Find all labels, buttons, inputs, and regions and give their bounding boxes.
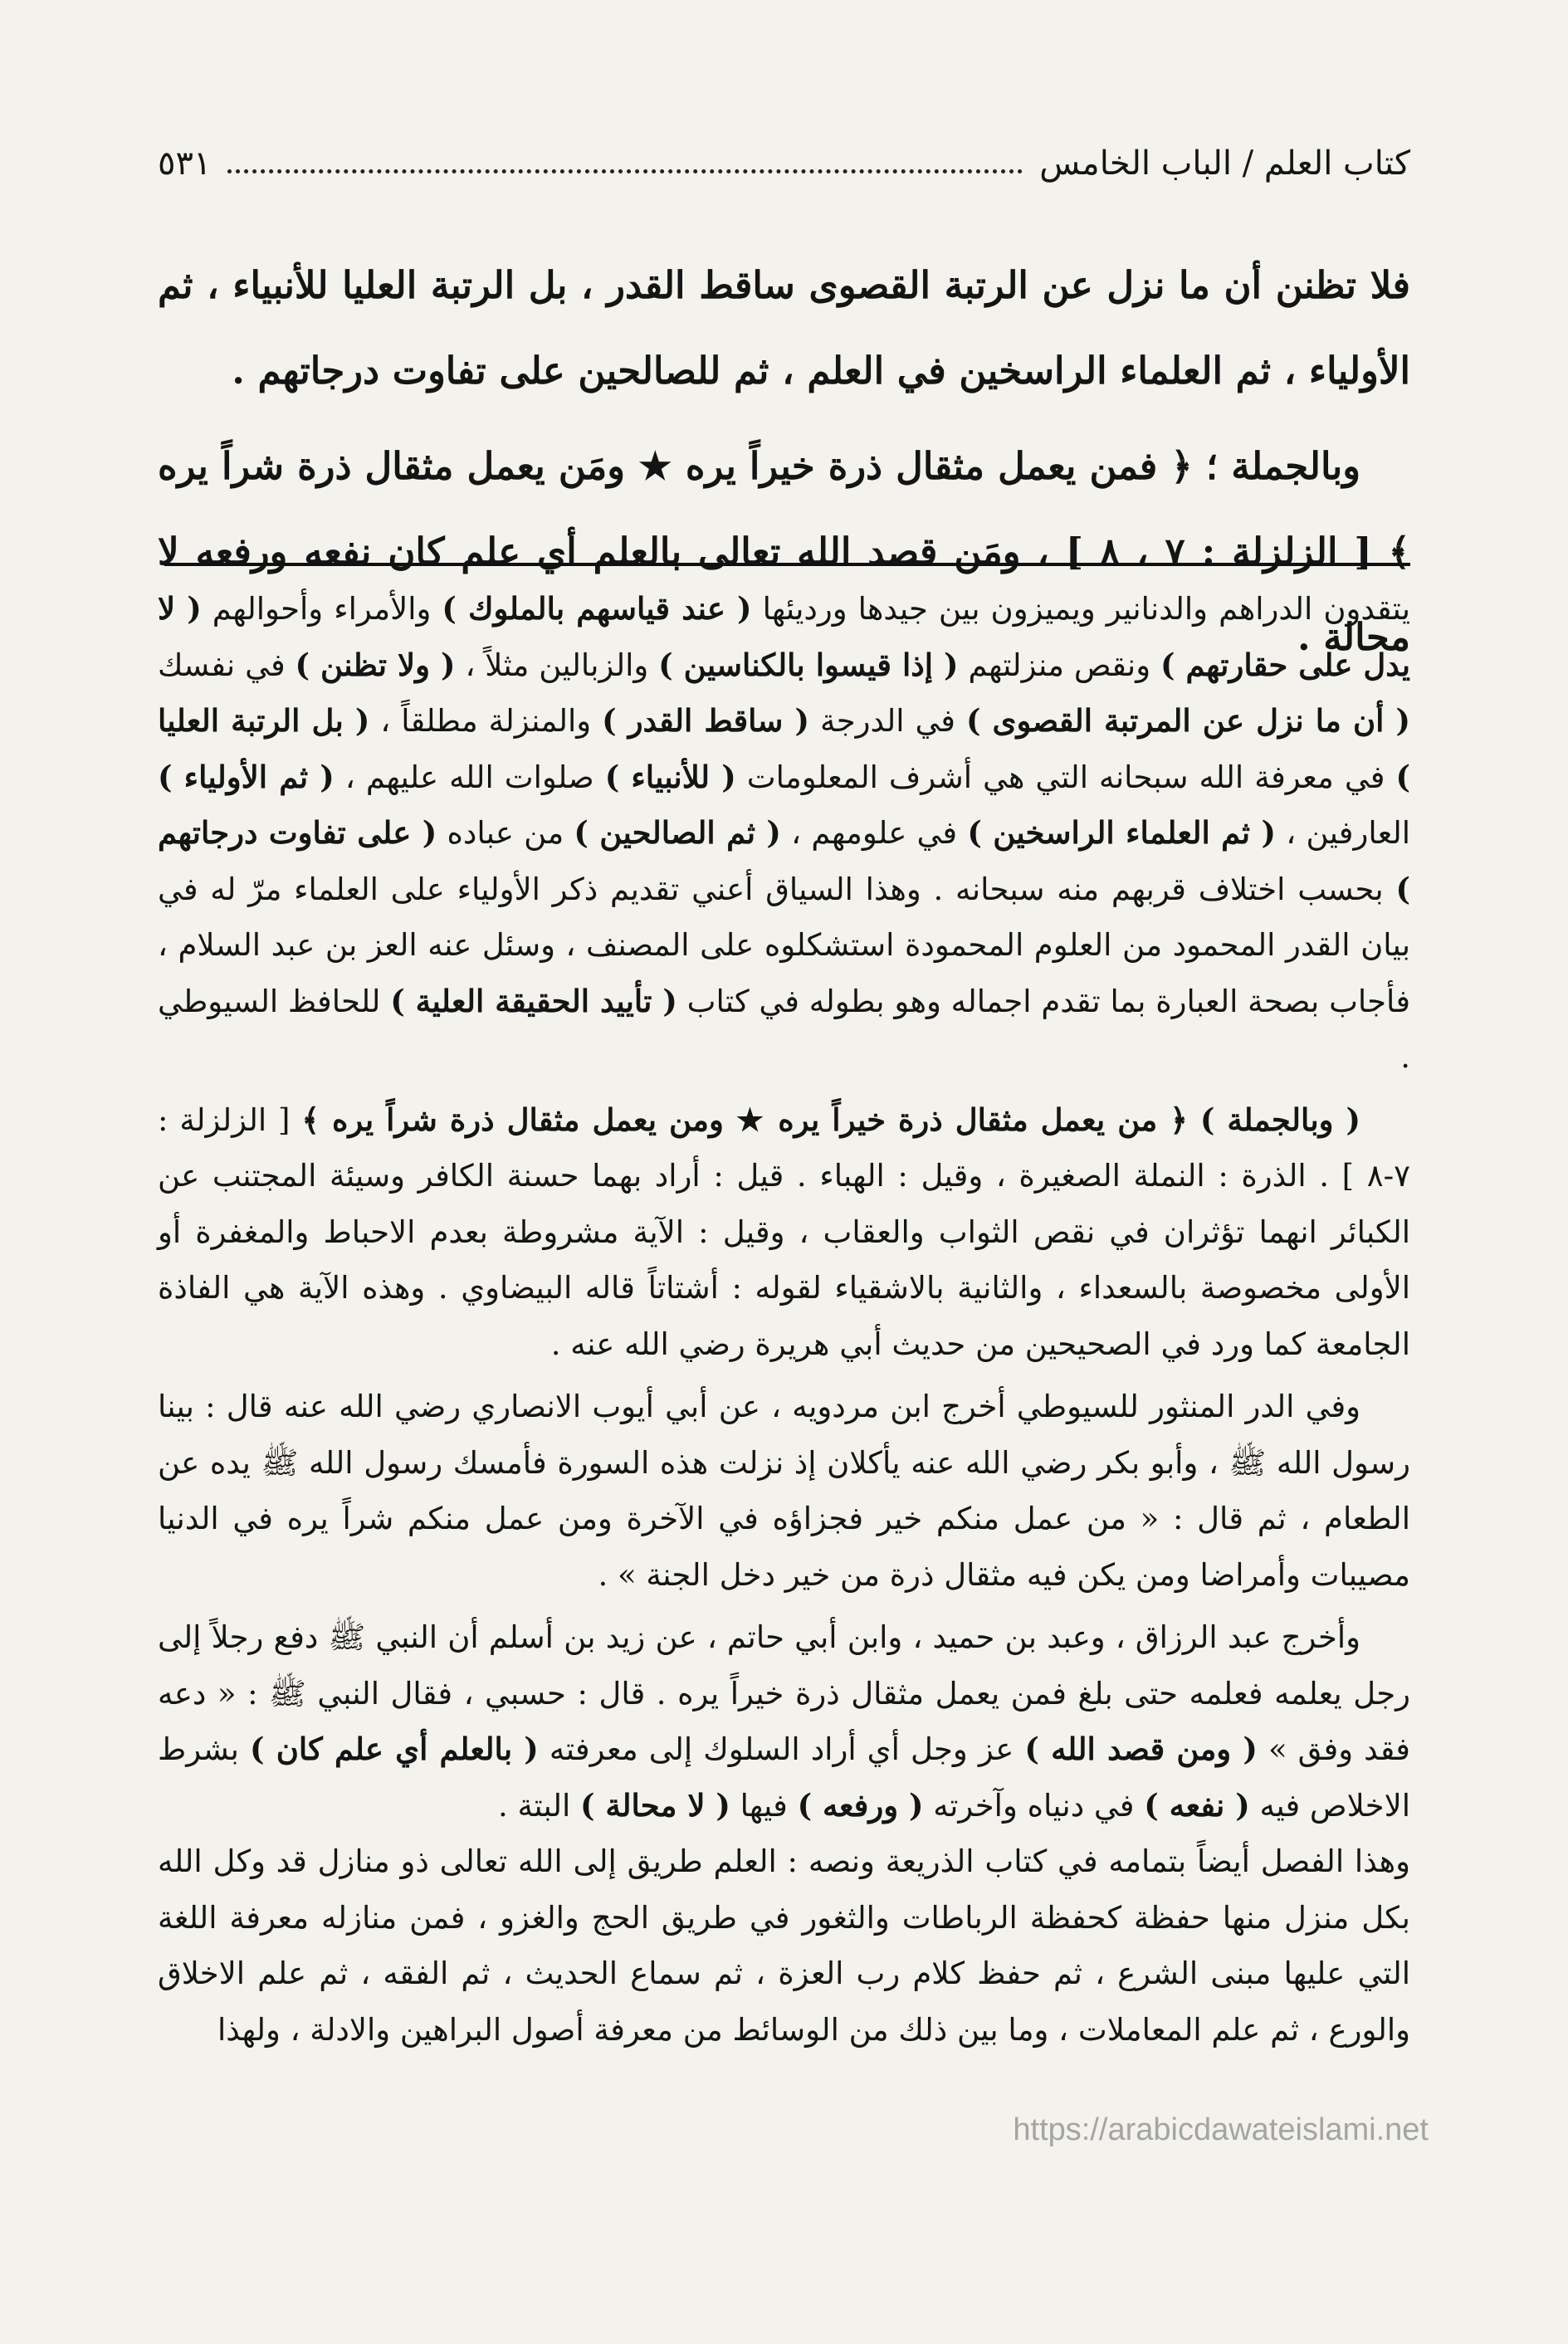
commentary-text-span: العارفين ، [1275, 815, 1411, 851]
commentary-text-span: والمنزلة مطلقاً ، [369, 703, 603, 739]
quoted-phrase: ( ورفعه ) [797, 1786, 924, 1824]
commentary-text-span: للحافظ السيوطي . [158, 983, 1410, 1075]
quoted-phrase: ( لا يدل على حقارتهم ) [158, 590, 1411, 683]
commentary-text-span: في الدرجة [809, 703, 966, 739]
commentary-text-span: في دنياه وآخرته [923, 1787, 1145, 1824]
quoted-phrase: ( على تفاوت درجاتهم ) [158, 814, 1410, 907]
commentary-text-span: في علومهم ، [780, 815, 968, 851]
main-paragraph-2: وبالجملة ؛ ﴿ فمن يعمل مثقال ذرة خيراً يره ★ ومَن يعمل مثقال ذرة شراً يره ﴾ [ الزلزلة : ٧ ، ٨ ] ، ومَن قصد الله تعالى بالعلم أي علم كان نفعه ورفعه لا محالة . [158, 444, 1410, 659]
quoted-phrase: ( ثم الصالحين ) [574, 814, 781, 851]
quoted-phrase: ( ساقط القدر ) [602, 702, 809, 739]
commentary-text-span: يتقدون الدراهم والدنانير ويميزون بين جيدها ورديئها [751, 591, 1410, 627]
commentary-text-span: البتة . [498, 1787, 581, 1824]
commentary-text-span: بحسب اختلاف قربهم منه سبحانه . وهذا السياق أعني تقديم ذكر الأولياء على العلماء مرّ له في بيان القدر المحمود من العلوم المحمودة استشكلوه على المصنف ، وسئل عنه العز بن عبد السلام ، فأجاب بصحة العبارة بما تقدم اجماله وهو بطوله في كتاب [158, 871, 1411, 1019]
quoted-phrase: ( بل الرتبة العليا ) [158, 702, 1410, 795]
commentary-text-span: عز وجل أي أراد السلوك إلى معرفته [538, 1731, 1025, 1767]
commentary-text-span: من عباده [437, 815, 574, 851]
commentary-paragraph-4 [158, 1609, 1410, 1834]
commentary-text-span: صلوات الله عليهم ، [334, 759, 605, 795]
watermark-url: https://arabicdawateislami.net [1013, 2112, 1429, 2147]
page-number: ٥٣١ [158, 144, 212, 183]
quoted-phrase: ( أن ما نزل عن المرتبة القصوى ) [965, 702, 1410, 739]
commentary-paragraph-3: وفي الدر المنثور للسيوطي أخرج ابن مردويه ، عن أبي أيوب الانصاري رضي الله عنه قال : بينا رسول الله ﷺ ، وأبو بكر رضي الله عنه يأكلان إذ نزلت هذه السورة فأمسك رسول الله ﷺ يده عن الطعام ، ثم قال : « من عمل منكم خير فجزاؤه في الآخرة ومن عمل منكم شراً يره في الدنيا مصيبات وأمراضا ومن يكن فيه مثقال ذرة من خير دخل الجنة » . [158, 1389, 1410, 1593]
commentary-text-span: في معرفة الله سبحانه التي هي أشرف المعلومات [735, 759, 1396, 795]
commentary-text-span: والأمراء وأحوالهم [201, 591, 442, 627]
running-header [158, 134, 1410, 193]
commentary-paragraph-1 [158, 581, 1410, 1086]
commentary-text-span: في نفسك [158, 647, 296, 683]
quoted-verse: ( وبالجملة ) ﴿ من يعمل مثقال ذرة خيراً يره ★ ومن يعمل مثقال ذرة شراً يره ﴾ [301, 1101, 1360, 1138]
quoted-phrase: ( تأييد الحقيقة العلية ) [390, 982, 677, 1019]
quoted-phrase: ( ولا تظنن ) [295, 646, 456, 683]
quoted-phrase: ( نفعه ) [1144, 1786, 1250, 1824]
quoted-phrase: ( لا محالة ) [580, 1786, 730, 1824]
commentary-text-span: [ الزلزلة : ٧-٨ ] . الذرة : النملة الصغيرة ، وقيل : الهباء . قيل : أراد بهما حسنة الكافر وسيئة المجتنب عن الكبائر انهما تؤثران في نقص الثواب والعقاب ، وقيل : الآية مشروطة بعدم الاحباط والمغفرة أو الأولى مخصوصة بالسعداء ، والثانية بالاشقياء لقوله : أشتاتاً قاله البيضاوي . وهذه الآية هي الفاذة الجامعة كما ورد في الصحيحين من حديث أبي هريرة رضي الله عنه . [158, 1101, 1410, 1362]
commentary-text-span: فيها [730, 1787, 798, 1824]
quoted-phrase: ( إذا قيسوا بالكناسين ) [658, 646, 959, 683]
main-paragraph-1: فلا تظنن أن ما نزل عن الرتبة القصوى ساقط القدر ، بل الرتبة العليا للأنبياء ، ثم الأولياء ، ثم العلماء الراسخين في العلم ، ثم للصالحين على تفاوت درجاتهم . [158, 263, 1410, 393]
commentary-text-span: وأخرج عبد الرزاق ، وعبد بن حميد ، وابن أبي حاتم ، عن زيد بن أسلم أن النبي ﷺ دفع رجلاً إلى رجل يعلمه فعلمه حتى بلغ فمن يعمل مثقال ذرة خيراً يره . قال : حسبي ، فقال النبي ﷺ : « دعه فقد وفق » [158, 1619, 1410, 1767]
quoted-phrase: ( للأنبياء ) [604, 758, 736, 795]
quoted-phrase: ( ثم الأولياء ) [158, 758, 335, 795]
quoted-phrase: ( ومن قصد الله ) [1024, 1731, 1258, 1767]
chapter-title: كتاب العلم / الباب الخامس [1039, 144, 1410, 183]
separator-rule [164, 563, 1410, 566]
commentary-text-span: بشرط الاخلاص فيه [158, 1731, 1410, 1824]
commentary-text-span: ونقص منزلتهم [958, 647, 1160, 683]
commentary-paragraph-2 [158, 1092, 1410, 1373]
dotted-leader [227, 154, 1023, 173]
commentary-paragraph-5: وهذا الفصل أيضاً بتمامه في كتاب الذريعة ونصه : العلم طريق إلى الله تعالى ذو منازل قد وكل الله بكل منزل منها حفظة كحفظة الرباطات والثغور في طريق الحج والغزو ، فمن منازله معرفة اللغة التي عليها مبنى الشرع ، ثم حفظ كلام رب العزة ، ثم سماع الحديث ، ثم الفقه ، ثم علم الاخلاق والورع ، ثم علم المعاملات ، وما بين ذلك من الوسائط من معرفة أصول البراهين والادلة ، ولهذا [158, 1843, 1410, 2048]
commentary-text-span: والزبالين مثلاً ، [455, 647, 659, 683]
quoted-phrase: ( بالعلم أي علم كان ) [250, 1731, 539, 1767]
commentary-text [158, 581, 1410, 2058]
quoted-phrase: ( عند قياسهم بالملوك ) [442, 590, 752, 627]
quoted-phrase: ( ثم العلماء الراسخين ) [967, 814, 1276, 851]
